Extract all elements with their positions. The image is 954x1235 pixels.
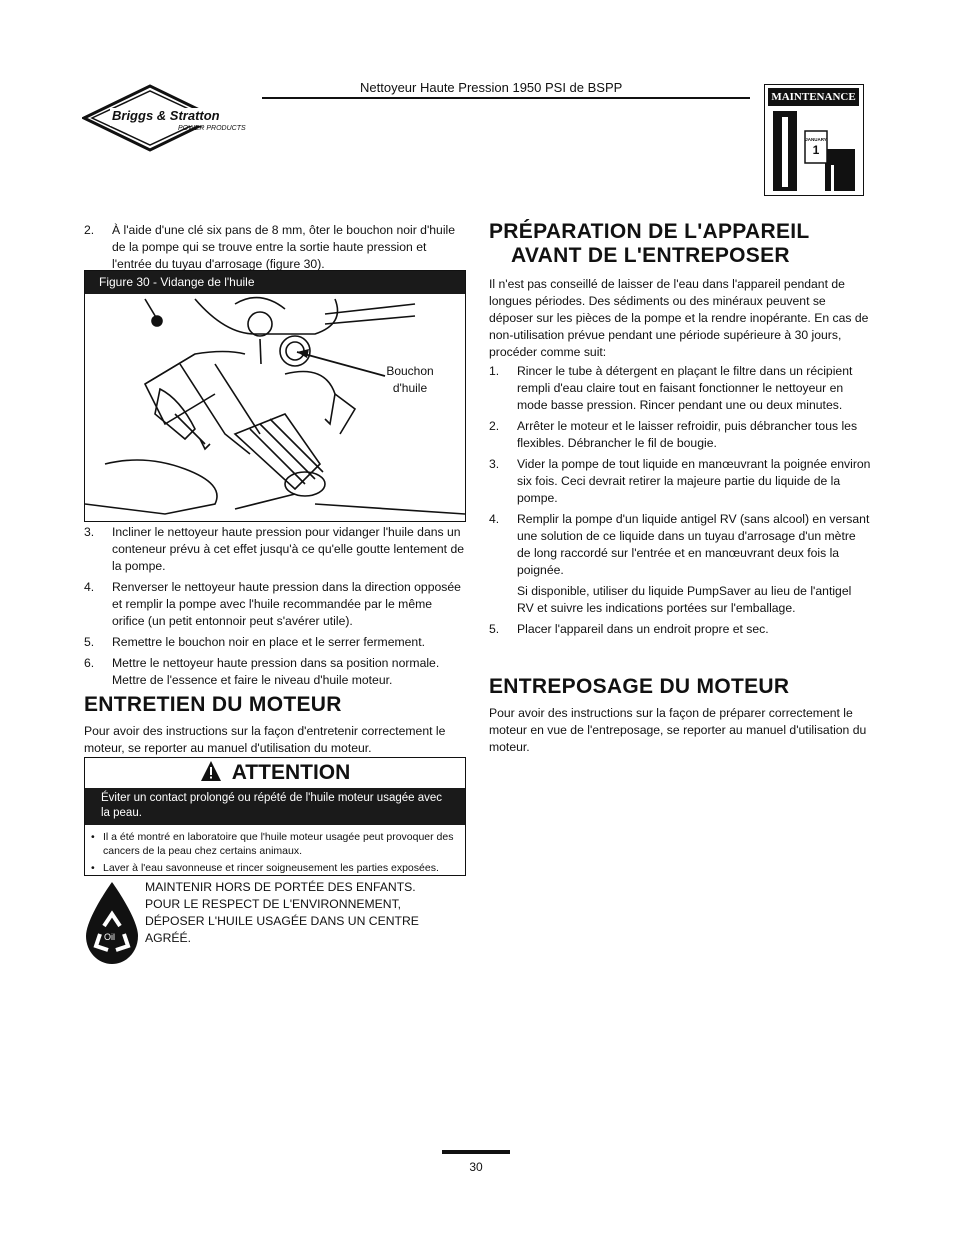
prep-step-4-note: Si disponible, utiliser du liquide PumpSaver au lieu de l'antigel RV et suivre les indications portées sur l'emballage. bbox=[517, 584, 852, 615]
step-5: 5. Remettre le bouchon noir en place et le serrer fermement. bbox=[84, 635, 425, 649]
prep-step-1: 1. Rincer le tube à détergent en plaçant le filtre dans un récipient rempli d'eau claire tout en faisant fonctionner le nettoyeur en mode basse pression. Rincer pendant une ou deux minutes. bbox=[489, 364, 853, 412]
attention-title: ATTENTION bbox=[231, 761, 351, 784]
step-2-number: 2. bbox=[84, 223, 95, 237]
briggs-stratton-logo bbox=[82, 84, 254, 156]
prep-step-4: 4. Remplir la pompe d'un liquide antigel RV (sans alcool) en versant une solution de ce liquide dans un tuyau d'arrosage d'un mètre de long raccordé sur l'entrée et en manœuvrant deux fois la poignée. bbox=[489, 512, 870, 577]
attention-warning: Éviter un contact prolongé ou répété de l'huile moteur usagée avec la peau. bbox=[85, 788, 465, 825]
prep-step-2: 2. Arrêter le moteur et le laisser refroidir, puis débrancher tous les flexibles. Débrancher le fil de bougie. bbox=[489, 419, 858, 450]
storage-prep-heading bbox=[489, 220, 810, 268]
page-number: 30 bbox=[469, 1160, 483, 1174]
attention-bullet: • Laver à l'eau savonneuse et rincer soigneusement les parties exposées. bbox=[91, 861, 459, 875]
figure-label-oil-plug: Bouchon d'huile bbox=[386, 364, 434, 395]
step-3: 3. Incliner le nettoyeur haute pression pour vidanger l'huile dans un conteneur prévu à cet effet jusqu'à ce qu'elle goutte lentement de la pompe. bbox=[84, 525, 465, 573]
header-rule bbox=[262, 97, 750, 99]
logo-subtitle: POWER PRODUCTS bbox=[178, 125, 246, 132]
calendar-day: 1 bbox=[812, 143, 820, 157]
logo-wordmark: Briggs & Stratton bbox=[112, 108, 220, 123]
oil-label: Oil bbox=[104, 932, 115, 942]
wrench-icon bbox=[773, 111, 855, 191]
engine-storage-heading: ENTREPOSAGE DU MOTEUR bbox=[489, 675, 790, 698]
steps-3-6 bbox=[84, 524, 466, 693]
recycle-text: MAINTENIR HORS DE PORTÉE DES ENFANTS. POUR LE RESPECT DE L'ENVIRONNEMENT, DÉPOSER L'HUILE USAGÉE DANS UN CENTRE AGRÉÉ. bbox=[145, 880, 419, 945]
page-number-rule bbox=[442, 1150, 510, 1154]
step-2 bbox=[84, 222, 466, 277]
storage-prep-heading-line-2: AVANT DE L'ENTREPOSER bbox=[511, 244, 790, 267]
engine-maintenance-text: Pour avoir des instructions sur la façon d'entretenir correctement le moteur, se reporter au manuel d'utilisation du moteur. bbox=[84, 724, 446, 755]
warning-triangle-icon bbox=[200, 760, 222, 787]
calendar-month: JANUARY bbox=[805, 137, 827, 142]
storage-prep-intro: Il n'est pas conseillé de laisser de l'eau dans l'appareil pendant de longues périodes. Des sédiments ou des minéraux peuvent se déposer sur les pièces de la pompe et la rendre inopérante. En cas de non-utilisation prévue pendant une période supérieure à 30 jours, procéder comme suit: bbox=[489, 277, 869, 359]
figure-caption: Figure 30 - Vidange de l'huile bbox=[85, 271, 465, 294]
engine-maintenance-heading: ENTRETIEN DU MOTEUR bbox=[84, 693, 342, 716]
oil-recycle-icon bbox=[84, 880, 140, 966]
step-2-text: À l'aide d'une clé six pans de 8 mm, ôter le bouchon noir d'huile de la pompe qui se trouve entre la sortie haute pression et l'entrée du tuyau d'arrosage (figure 30). bbox=[112, 223, 456, 271]
attention-bullet: • Il a été montré en laboratoire que l'huile moteur usagée peut provoquer des cancers de la peau chez certains animaux. bbox=[91, 830, 459, 858]
engine-storage-text: Pour avoir des instructions sur la façon de préparer correctement le moteur en vue de l'entreposage, se reporter au manuel d'utilisation du moteur. bbox=[489, 706, 867, 754]
step-4: 4. Renverser le nettoyeur haute pression dans la direction opposée et remplir la pompe avec l'huile recommandée par le même orifice (un petit entonnoir peut s'avérer utile). bbox=[84, 580, 461, 628]
document-title: Nettoyeur Haute Pression 1950 PSI de BSPP bbox=[360, 80, 623, 95]
step-6: 6. Mettre le nettoyeur haute pression dans sa position normale. Mettre de l'essence et faire le niveau d'huile moteur. bbox=[84, 656, 440, 687]
figure-30 bbox=[84, 270, 466, 522]
attention-box bbox=[84, 757, 466, 876]
prep-step-5: 5. Placer l'appareil dans un endroit propre et sec. bbox=[489, 622, 769, 636]
maintenance-badge bbox=[764, 84, 864, 196]
storage-prep-heading-line-1: PRÉPARATION DE L'APPAREIL bbox=[489, 220, 810, 243]
pump-illustration bbox=[85, 294, 465, 521]
storage-prep-steps bbox=[489, 363, 871, 642]
maintenance-badge-label: MAINTENANCE bbox=[768, 88, 859, 106]
prep-step-3: 3. Vider la pompe de tout liquide en manœuvrant la poignée environ six fois. Ceci devrait retirer la majeure partie du liquide de la pompe. bbox=[489, 457, 871, 505]
